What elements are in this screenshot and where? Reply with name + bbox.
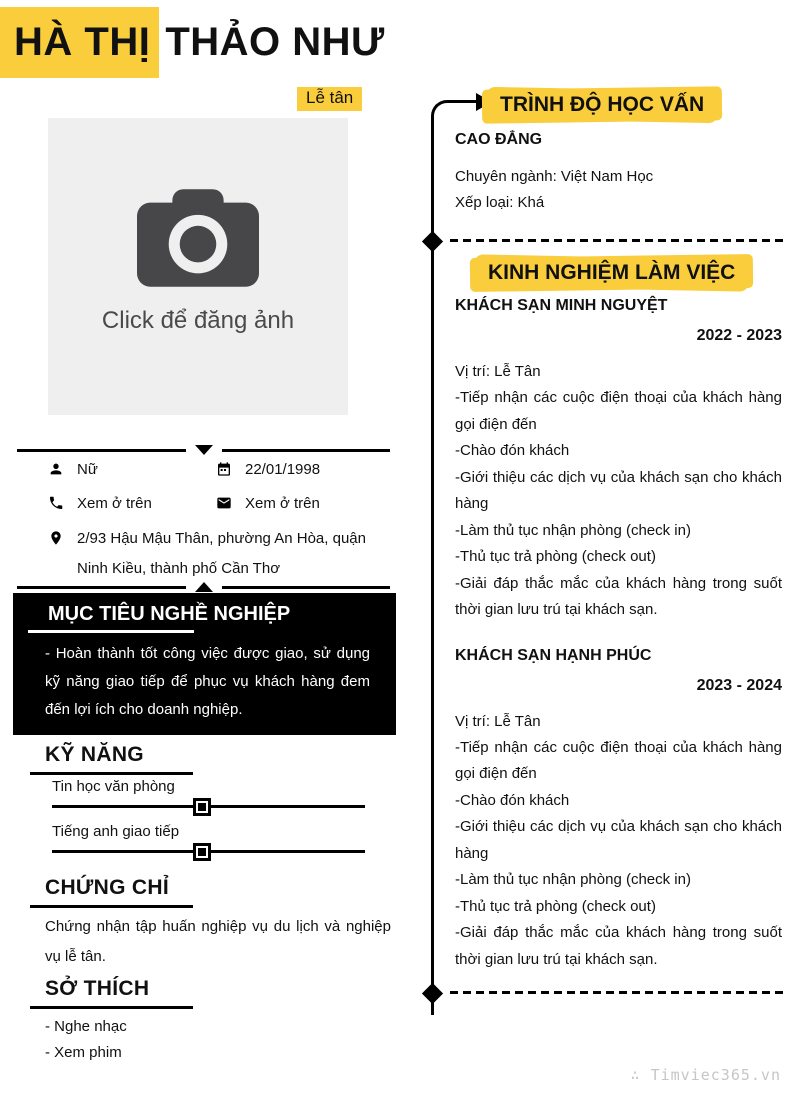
job-title-badge: Lễ tân [297,87,362,111]
photo-upload-label: Click để đăng ảnh [101,306,295,334]
section-divider-dashed [450,239,785,242]
skills-title: KỸ NĂNG [45,743,144,766]
skill-label: Tin học văn phòng [52,778,175,795]
personal-birthday [216,461,320,479]
education-section [455,130,782,216]
address-value: 2/93 Hậu Mậu Thân, phường An Hòa, quận Ninh Kiều, thành phố Cần Thơ [77,530,366,577]
personal-gender [48,461,98,479]
certificates-text: Chứng nhận tập huấn nghiệp vụ du lịch và nghiệp vụ lễ tân. [45,918,391,965]
hobbies-title: SỞ THÍCH [45,977,150,1000]
divider-line [222,449,391,452]
job-period: 2022 - 2023 [696,327,782,344]
job-duty: -Giới thiệu các dịch vụ của khách sạn cho khách hàng [455,468,782,512]
job-position: Vị trí: Lễ Tân [455,712,541,730]
email-value: Xem ở trên [245,495,320,512]
divider-line [17,586,186,589]
job-period: 2023 - 2024 [696,676,782,694]
job-position: Vị trí: Lễ Tân [455,363,541,380]
candidate-name-rest: THẢO NHƯ [165,20,385,64]
phone-value: Xem ở trên [77,495,152,512]
job-company: KHÁCH SẠN MINH NGUYỆT [455,297,668,314]
job-entry [455,296,782,624]
experience-section [455,296,782,973]
triangle-up-icon [195,582,213,592]
candidate-name-highlighted: HÀ THỊ [0,7,159,78]
photo-upload-button[interactable] [48,118,348,415]
skill-slider-handle[interactable] [193,798,211,816]
hobbies-section-heading [30,976,193,1009]
job-duty: -Giới thiệu các dịch vụ của khách sạn cho khách hàng [455,818,782,862]
section-divider-dashed [450,991,785,994]
phone-icon [48,495,64,511]
job-duty: -Giải đáp thắc mắc của khách hàng trong suốt thời gian lưu trú tại khách sạn. [455,924,782,968]
birthday-value: 22/01/1998 [245,461,321,478]
skills-list [52,778,365,868]
hobbies-list [45,1014,127,1066]
education-degree: CAO ĐẲNG [455,131,543,148]
personal-phone [48,495,152,513]
camera-icon [137,189,259,287]
divider-line [222,586,391,589]
hobby-item: - Nghe nhạc [45,1018,127,1035]
experience-section-heading: KINH NGHIỆM LÀM VIỆC [475,257,748,289]
personal-address [48,530,389,584]
skill-slider[interactable] [52,805,365,808]
education-grade: Xếp loại: Khá [455,194,545,211]
person-icon [48,461,64,477]
job-duty: -Làm thủ tục nhận phòng (check in) [455,521,691,539]
calendar-icon [216,461,232,477]
job-duty: -Làm thủ tục nhận phòng (check in) [455,871,691,888]
objective-title: MỤC TIÊU NGHỀ NGHIỆP [48,603,291,625]
education-section-heading: TRÌNH ĐỘ HỌC VẤN [487,89,717,121]
objective-text: - Hoàn thành tốt công việc được giao, sử dụng kỹ năng giao tiếp để phục vụ khách hàng đem đến lợi ích cho doanh nghiệp. [45,645,370,718]
job-duty: -Tiếp nhận các cuộc điện thoại của khách hàng gọi điện đến [455,389,782,433]
gender-value: Nữ [77,461,98,478]
certificates-section-heading [30,875,193,908]
job-duty: -Thủ tục trả phòng (check out) [455,548,656,565]
brand-watermark: ∴ Timviec365.vn [630,1066,781,1084]
divider-line [17,449,186,452]
job-duty: -Tiếp nhận các cuộc điện thoại của khách hàng gọi điện đến [455,738,782,782]
skill-slider-handle[interactable] [193,843,211,861]
objective-section [13,593,396,735]
job-entry [455,646,782,974]
job-duty: -Chào đón khách [455,442,570,459]
job-duty: -Chào đón khách [455,791,570,809]
skills-section-heading [30,742,193,775]
skill-label: Tiếng anh giao tiếp [52,823,180,840]
candidate-name [0,7,385,78]
triangle-down-icon [195,445,213,455]
personal-divider-bottom [17,582,390,592]
job-duty: -Giải đáp thắc mắc của khách hàng trong suốt thời gian lưu trú tại khách sạn. [455,574,782,618]
location-pin-icon [48,530,64,546]
objective-underline [28,630,194,633]
certificates-title: CHỨNG CHỈ [45,876,169,899]
heading-underline [30,905,193,908]
education-major: Chuyên ngành: Việt Nam Học [455,168,654,185]
hobby-item: - Xem phim [45,1044,122,1061]
job-company: KHÁCH SẠN HẠNH PHÚC [455,646,652,664]
personal-email [216,495,320,513]
heading-underline [30,772,193,775]
job-duty: -Thủ tục trả phòng (check out) [455,897,656,915]
heading-underline [30,1006,193,1009]
skill-slider[interactable] [52,850,365,853]
personal-divider-top [17,445,390,455]
mail-icon [216,495,232,511]
